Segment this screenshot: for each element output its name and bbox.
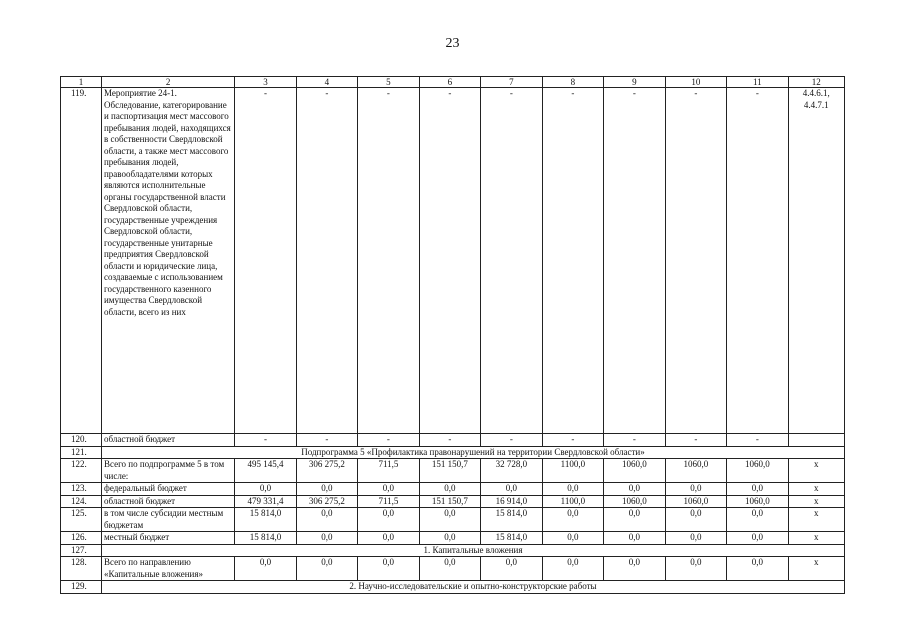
value-cell: 711,5 — [358, 495, 419, 508]
value-cell: 1060,0 — [727, 495, 788, 508]
row-name: Мероприятие 24-1. Обследование, категорирование и паспортизация мест массового пребывания людей, находящихся в собственности Свердловской области, а также мест массового пребывания людей, правообладателями которых являются исполнительные органы государственной власти Свердловской области, государственные учреждения Свердловской области, государственные унитарные предприятия Свердловской области и юридические лица, создаваемые с использованием государственного казенного имущества Свердловской области, всего из них — [101, 88, 234, 434]
value-cell: 0,0 — [296, 483, 357, 496]
table-row — [61, 434, 845, 447]
row-number: 124. — [61, 495, 102, 508]
value-cell: 0,0 — [358, 532, 419, 545]
value-cell: 15 814,0 — [481, 532, 542, 545]
value-cell: 16 914,0 — [481, 495, 542, 508]
value-cell: 1100,0 — [542, 495, 603, 508]
value-cell: 0,0 — [358, 508, 419, 532]
header-cell: 7 — [481, 77, 542, 88]
value-cell: 0,0 — [665, 483, 726, 496]
table-row — [61, 88, 845, 434]
target-code: х — [788, 508, 844, 532]
value-cell: 0,0 — [235, 557, 296, 581]
value-cell: - — [358, 88, 419, 434]
row-number: 122. — [61, 459, 102, 483]
target-code: х — [788, 532, 844, 545]
value-cell: 0,0 — [419, 483, 480, 496]
header-cell: 11 — [727, 77, 788, 88]
header-cell: 4 — [296, 77, 357, 88]
header-cell: 3 — [235, 77, 296, 88]
value-cell: 306 275,2 — [296, 459, 357, 483]
value-cell: 151 150,7 — [419, 495, 480, 508]
header-cell: 1 — [61, 77, 102, 88]
row-number: 120. — [61, 434, 102, 447]
value-cell: 1060,0 — [604, 459, 665, 483]
row-name: Всего по направлению «Капитальные вложения» — [101, 557, 234, 581]
value-cell: - — [542, 434, 603, 447]
header-cell: 5 — [358, 77, 419, 88]
target-code: х — [788, 483, 844, 496]
row-name: областной бюджет — [101, 495, 234, 508]
row-name: местный бюджет — [101, 532, 234, 545]
value-cell: 32 728,0 — [481, 459, 542, 483]
row-number: 121. — [61, 446, 102, 459]
table-row — [61, 532, 845, 545]
value-cell: 0,0 — [542, 532, 603, 545]
value-cell: 0,0 — [481, 557, 542, 581]
section-title: Подпрограмма 5 «Профилактика правонарушений на территории Свердловской области» — [101, 446, 844, 459]
value-cell: 0,0 — [727, 557, 788, 581]
value-cell: 0,0 — [604, 532, 665, 545]
header-cell: 10 — [665, 77, 726, 88]
value-cell: 0,0 — [419, 557, 480, 581]
value-cell: 1060,0 — [665, 459, 726, 483]
value-cell: - — [665, 88, 726, 434]
value-cell: 0,0 — [296, 557, 357, 581]
value-cell: - — [604, 88, 665, 434]
row-number: 126. — [61, 532, 102, 545]
value-cell: 0,0 — [604, 483, 665, 496]
value-cell: 0,0 — [542, 557, 603, 581]
value-cell: - — [727, 88, 788, 434]
table-row — [61, 508, 845, 532]
value-cell: 0,0 — [358, 483, 419, 496]
value-cell: 15 814,0 — [235, 532, 296, 545]
value-cell: 0,0 — [604, 508, 665, 532]
value-cell: 0,0 — [727, 532, 788, 545]
value-cell: - — [665, 434, 726, 447]
value-cell: 0,0 — [419, 532, 480, 545]
target-code: х — [788, 557, 844, 581]
target-code: 4.4.6.1, 4.4.7.1 — [788, 88, 844, 434]
target-code: х — [788, 495, 844, 508]
value-cell: 0,0 — [481, 483, 542, 496]
value-cell: 15 814,0 — [235, 508, 296, 532]
value-cell: - — [481, 434, 542, 447]
table-row — [61, 544, 845, 557]
value-cell: 0,0 — [665, 508, 726, 532]
value-cell: 1060,0 — [604, 495, 665, 508]
value-cell: - — [419, 88, 480, 434]
target-code: х — [788, 459, 844, 483]
value-cell: 1060,0 — [727, 459, 788, 483]
value-cell: 0,0 — [419, 508, 480, 532]
row-number: 125. — [61, 508, 102, 532]
value-cell: 151 150,7 — [419, 459, 480, 483]
page-number: 23 — [445, 36, 460, 51]
section-title: 1. Капитальные вложения — [101, 544, 844, 557]
value-cell: 0,0 — [604, 557, 665, 581]
value-cell: 0,0 — [235, 483, 296, 496]
row-name: областной бюджет — [101, 434, 234, 447]
value-cell: - — [296, 434, 357, 447]
budget-table — [60, 76, 845, 594]
header-row — [61, 77, 845, 88]
value-cell: - — [604, 434, 665, 447]
value-cell: 0,0 — [665, 532, 726, 545]
value-cell: 0,0 — [665, 557, 726, 581]
section-title: 2. Научно-исследовательские и опытно-конструкторские работы — [101, 581, 844, 594]
value-cell: - — [727, 434, 788, 447]
row-name: Всего по подпрограмме 5 в том числе: — [101, 459, 234, 483]
header-cell: 9 — [604, 77, 665, 88]
header-cell: 8 — [542, 77, 603, 88]
value-cell: 0,0 — [727, 483, 788, 496]
target-code — [788, 434, 844, 447]
value-cell: 0,0 — [296, 508, 357, 532]
value-cell: 0,0 — [542, 483, 603, 496]
value-cell: - — [358, 434, 419, 447]
row-name: в том числе субсидии местным бюджетам — [101, 508, 234, 532]
table-row — [61, 459, 845, 483]
value-cell: - — [235, 88, 296, 434]
row-number: 127. — [61, 544, 102, 557]
value-cell: - — [296, 88, 357, 434]
row-number: 128. — [61, 557, 102, 581]
value-cell: 479 331,4 — [235, 495, 296, 508]
value-cell: - — [481, 88, 542, 434]
table-row — [61, 483, 845, 496]
row-number: 129. — [61, 581, 102, 594]
value-cell: 495 145,4 — [235, 459, 296, 483]
value-cell: - — [235, 434, 296, 447]
value-cell: 0,0 — [727, 508, 788, 532]
value-cell: 1100,0 — [542, 459, 603, 483]
table-row — [61, 557, 845, 581]
value-cell: 0,0 — [358, 557, 419, 581]
header-cell: 12 — [788, 77, 844, 88]
value-cell: - — [542, 88, 603, 434]
header-cell: 2 — [101, 77, 234, 88]
table-row — [61, 495, 845, 508]
header-cell: 6 — [419, 77, 480, 88]
value-cell: 1060,0 — [665, 495, 726, 508]
value-cell: 0,0 — [296, 532, 357, 545]
value-cell: 711,5 — [358, 459, 419, 483]
row-number: 123. — [61, 483, 102, 496]
row-name: федеральный бюджет — [101, 483, 234, 496]
row-number: 119. — [61, 88, 102, 434]
table-row — [61, 581, 845, 594]
value-cell: 306 275,2 — [296, 495, 357, 508]
table-row — [61, 446, 845, 459]
value-cell: - — [419, 434, 480, 447]
value-cell: 0,0 — [542, 508, 603, 532]
value-cell: 15 814,0 — [481, 508, 542, 532]
